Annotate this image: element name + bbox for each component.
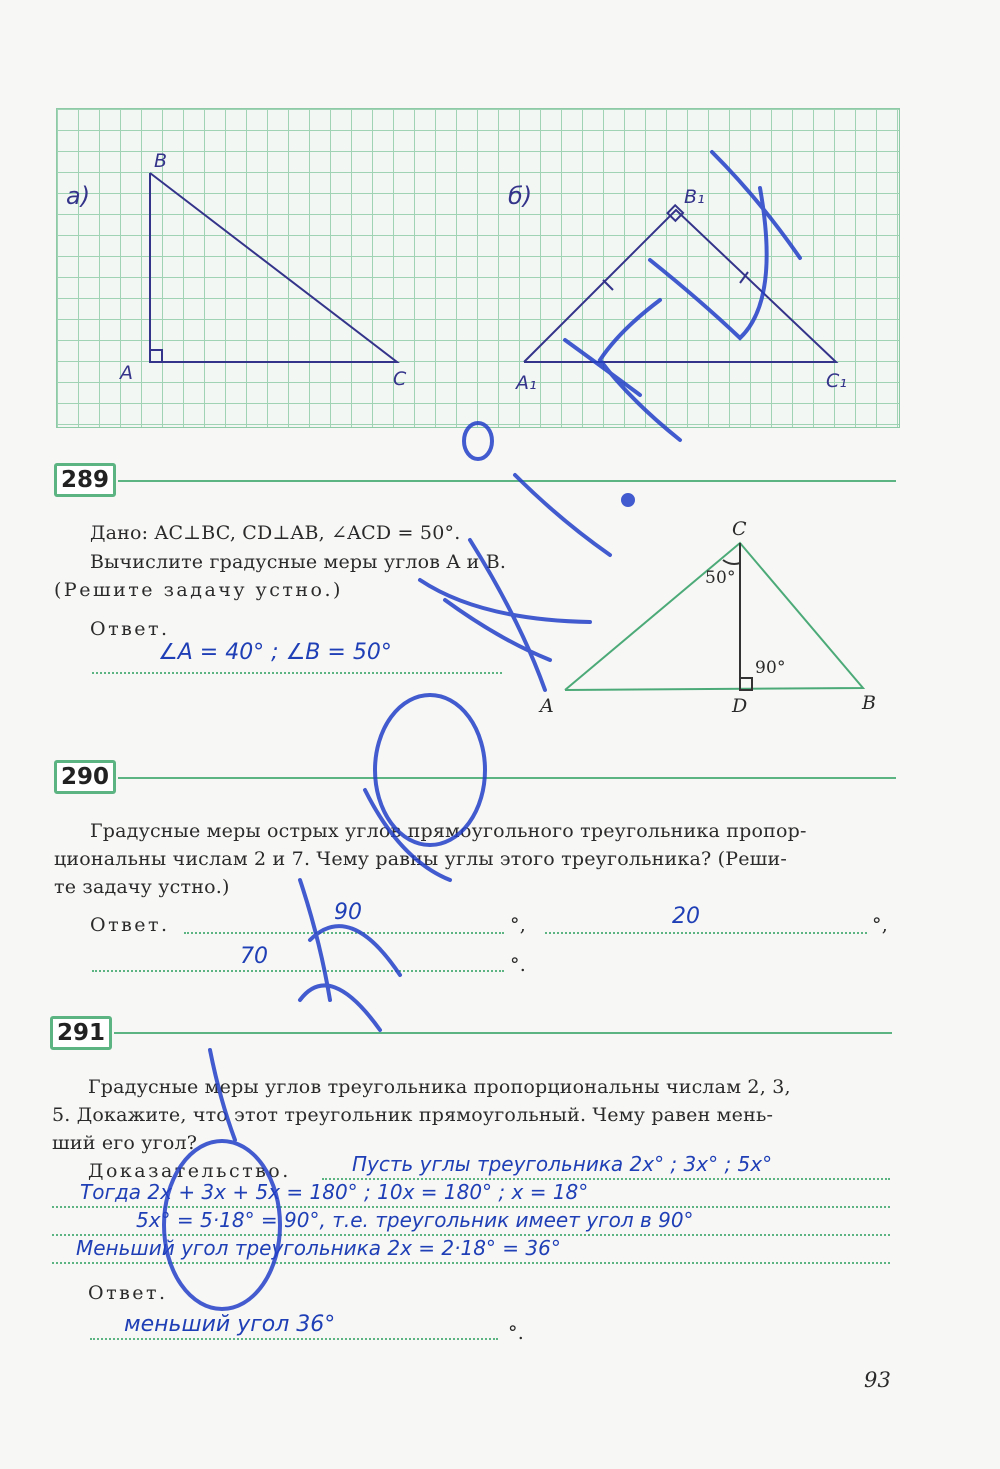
problem-289-task: Вычислите градусные меры углов A и B. <box>90 551 507 573</box>
proof-handwriting-1: Пусть углы треугольника 2x° ; 3x° ; 5x° <box>352 1152 773 1176</box>
triangle-acb-drawing <box>0 0 1000 720</box>
problem-291-rule <box>114 1032 892 1034</box>
problem-291-line2: 5. Докажите, что этот треугольник прямоугольный. Чему равен мень- <box>52 1104 774 1126</box>
fig289-vertex-a: A <box>540 695 554 717</box>
problem-289-given: Дано: AC⊥BC, CD⊥AB, ∠ACD = 50°. <box>90 522 461 544</box>
problem-290-handwriting-3: 70 <box>240 944 268 969</box>
fig-label-b: б) <box>508 182 533 210</box>
problem-290-number: 290 <box>54 760 116 794</box>
vertex-a: A <box>120 362 133 384</box>
problem-290-line2: циональны числам 2 и 7. Чему равны углы этого треугольника? (Реши- <box>54 848 788 870</box>
problem-289-answer-label: Ответ. <box>90 618 170 640</box>
fig289-angle-d: 90° <box>755 658 786 678</box>
problem-291-answer-line <box>90 1338 498 1340</box>
problem-289-oral: (Решите задачу устно.) <box>54 579 343 601</box>
problem-290-answer-label: Ответ. <box>90 914 170 936</box>
problem-291-line1: Градусные меры углов треугольника пропорциональны числам 2, 3, <box>88 1076 791 1098</box>
vertex-c1: C₁ <box>826 370 847 392</box>
vertex-a1: A₁ <box>516 372 537 394</box>
proof-handwriting-4: Меньший угол треугольника 2x = 2·18° = 36° <box>76 1236 561 1260</box>
problem-289-answer-handwriting: ∠A = 40° ; ∠B = 50° <box>158 640 392 665</box>
problem-290-line1: Градусные меры острых углов прямоугольного треугольника пропор- <box>90 820 807 842</box>
problem-290-answer-line-2 <box>545 932 867 934</box>
fig289-angle-c: 50° <box>705 568 736 588</box>
problem-291-deg: °. <box>508 1322 524 1344</box>
problem-291-number: 291 <box>50 1016 112 1050</box>
page-number: 93 <box>864 1368 892 1392</box>
vertex-b: B <box>154 150 168 172</box>
problem-290-line3: те задачу устно.) <box>54 876 230 898</box>
problem-290-deg-2: °, <box>872 914 888 936</box>
problem-290-answer-line-1 <box>184 932 504 934</box>
problem-289-number: 289 <box>54 463 116 497</box>
fig289-vertex-c: C <box>732 518 747 540</box>
proof-handwriting-2: Тогда 2x + 3x + 5x = 180° ; 10x = 180° ; x = 18° <box>80 1180 589 1204</box>
problem-290-rule <box>118 777 896 779</box>
problem-290-deg-1: °, <box>510 914 526 936</box>
problem-291-answer-label: Ответ. <box>88 1282 168 1304</box>
proof-handwriting-3: 5x° = 5·18° = 90°, т.е. треугольник имеет угол в 90° <box>136 1208 694 1232</box>
fig-label-a: а) <box>66 182 91 210</box>
fig289-vertex-d: D <box>732 695 748 717</box>
problem-291-proof-label: Доказательство. <box>88 1160 291 1182</box>
problem-290-handwriting-2: 20 <box>672 904 700 929</box>
fig289-vertex-b: B <box>862 692 877 714</box>
vertex-b1: B₁ <box>684 186 705 208</box>
vertex-c: C <box>393 368 407 390</box>
problem-291-line3: ший его угол? <box>52 1132 198 1154</box>
problem-290-deg-3: °. <box>510 954 526 976</box>
proof-line-4 <box>52 1262 890 1264</box>
problem-290-handwriting-1: 90 <box>334 900 362 925</box>
problem-290-answer-line-3 <box>92 970 504 972</box>
problem-291-answer-handwriting: меньший угол 36° <box>124 1312 336 1337</box>
